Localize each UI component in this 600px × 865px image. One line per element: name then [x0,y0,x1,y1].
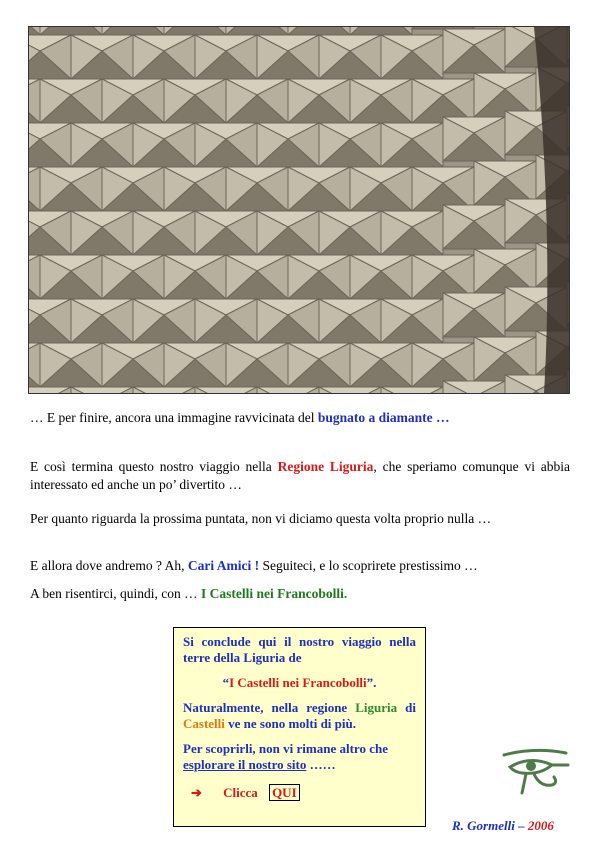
box-intro: Si conclude qui il nostro viaggio nella terre della Liguria de [183,634,416,665]
qui-link-button[interactable]: QUI [269,784,300,801]
click-label: Clicca [223,785,258,800]
next-episode-paragraph: Per quanto riguarda la prossima puntata, non vi diciamo questa volta proprio nulla … [30,511,492,526]
box-click-row [183,785,416,801]
box-naturally: Naturalmente, nella regione Liguria di Castelli ve ne sono molti di più. [183,700,416,731]
closing-paragraph: E così termina questo nostro viaggio nella Regione Liguria, che speriamo comunque vi abbia interessato ed anche un po’ divertito … [30,459,570,492]
eye-of-horus-icon [500,747,572,797]
box-title: “I Castelli nei Francobolli”. [222,675,377,690]
explore-site-link[interactable]: esplorare il nostro sito [183,757,307,772]
photo-caption [30,409,570,427]
caption-text: … E per finire, ancora una immagine ravvicinata del [30,410,318,425]
farewell-paragraph: A ben risentirci, quindi, con … I Castelli nei Francobolli. [30,586,348,601]
arrow-right-icon: ➔ [191,785,202,800]
region-liguria: Regione Liguria [277,459,374,474]
cari-amici: Cari Amici ! [187,558,260,573]
signature-year: 2006 [527,818,554,833]
caption-highlight: bugnato a diamante … [317,410,450,425]
box-explore: Per scoprirli, non vi rimane altro che esplorare il nostro sito …… [183,741,388,772]
conclusion-box [173,627,426,827]
where-next-paragraph: E allora dove andremo ? Ah, Cari Amici ! Seguiteci, e lo scoprirete prestissimo … [30,558,478,573]
signature: R. Gormelli – 2006 [452,818,554,833]
diamond-rustication-photo [28,26,570,394]
diamond-stone-wall [29,27,569,393]
